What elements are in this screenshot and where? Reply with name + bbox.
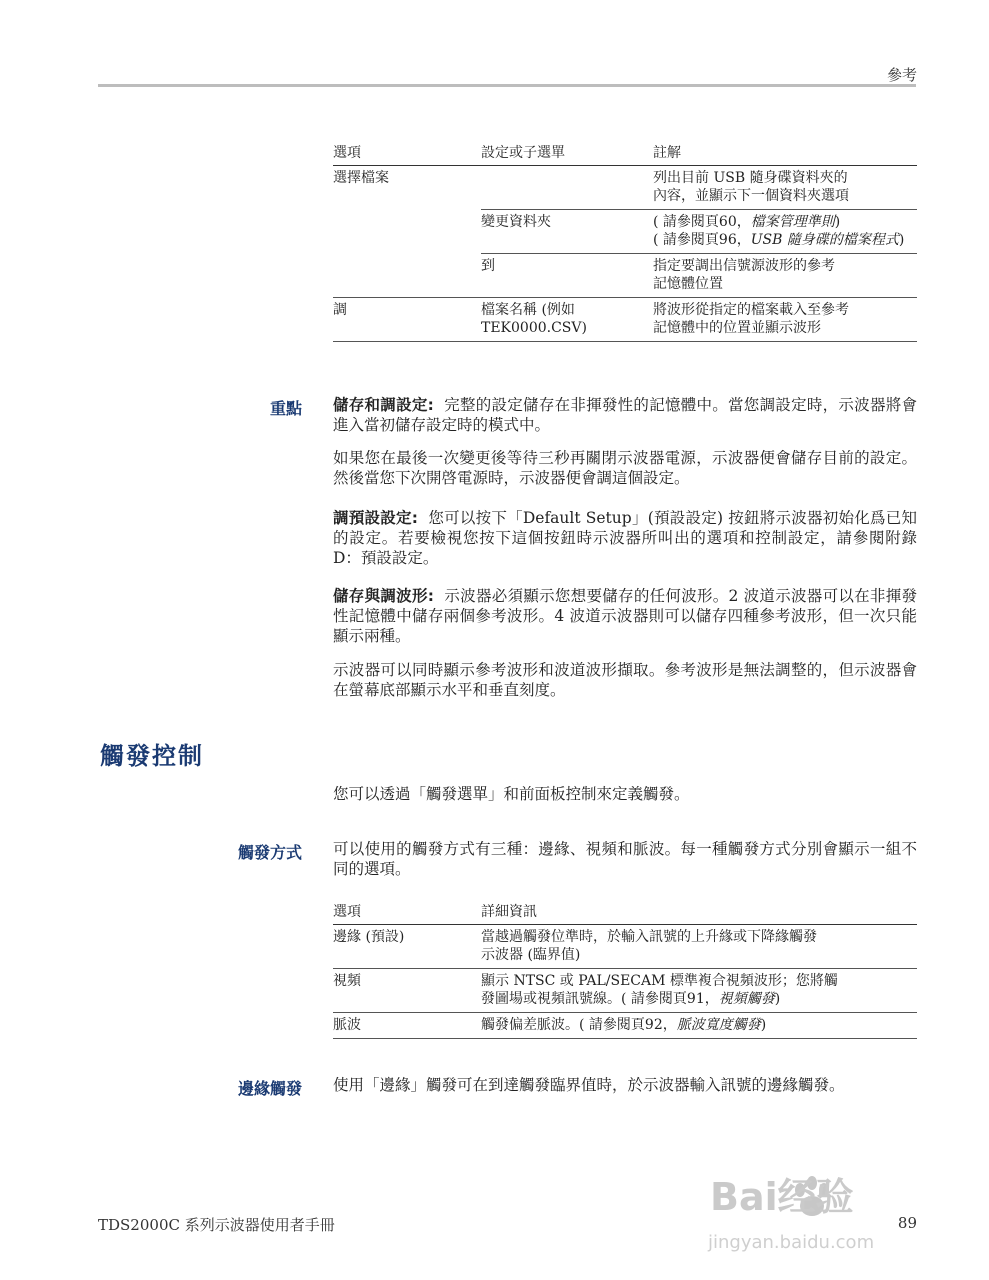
paragraph-lead: 儲存和調設定: xyxy=(333,396,434,414)
important-label: 重點 xyxy=(269,399,302,418)
paragraph-save-recall-waveforms xyxy=(333,586,917,646)
cell-line: 當越過觸發位準時，於輸入訊號的上升緣或下降緣觸發 xyxy=(481,929,817,945)
cross-ref-text: 觸發偏差脈波。( 請參閱頁92， xyxy=(481,1017,677,1033)
cell-line: 記憶體位置 xyxy=(653,276,723,292)
table-cell xyxy=(653,210,917,254)
paragraph-lead: 儲存與調波形: xyxy=(333,587,434,605)
cross-ref-end: ) xyxy=(774,991,781,1007)
table-row xyxy=(333,254,917,298)
cell-line: TEK0000.CSV) xyxy=(481,320,587,336)
footer-manual-title: TDS2000C 系列示波器使用者手冊 xyxy=(98,1216,335,1234)
cell-line: 記憶體中的位置並顯示波形 xyxy=(653,320,821,336)
table-row xyxy=(333,166,917,210)
table-row xyxy=(333,210,917,254)
table-cell: 到 xyxy=(481,254,653,298)
table-header-row xyxy=(333,140,917,166)
table-cell: 脈波 xyxy=(333,1013,481,1039)
page-number: 89 xyxy=(897,1214,917,1232)
table-cell: 調 xyxy=(333,298,481,342)
table-cell xyxy=(653,254,917,298)
cross-ref-text: ( 請參閱頁60， xyxy=(653,214,751,230)
paragraph-save-recall-setup xyxy=(333,395,917,435)
column-header: 選項 xyxy=(333,140,481,166)
table-cell xyxy=(653,298,917,342)
cross-ref-link[interactable]: 視頻觸發 xyxy=(718,991,775,1007)
file-options-table xyxy=(333,140,917,342)
cell-line: 將波形從指定的檔案載入至參考 xyxy=(653,302,849,318)
paragraph-default-setup xyxy=(333,508,917,568)
table-row xyxy=(333,969,917,1013)
cell-line: 顯示 NTSC 或 PAL/SECAM 標準複合視頻波形；您將觸 xyxy=(481,973,838,989)
cell-line: 示波器 (臨界值) xyxy=(481,947,581,963)
paragraph-text: 完整的設定儲存在非揮發性的記憶體中。當您調設定時，示波器將會進入當初儲存設定時的模式中。 xyxy=(333,396,917,434)
trigger-types-table xyxy=(333,899,917,1039)
paragraph-power-off-save: 如果您在最後一次變更後等待三秒再關閉示波器電源，示波器便會儲存目前的設定。然後當您下次開啓電源時，示波器便會調這個設定。 xyxy=(333,449,917,487)
table-cell xyxy=(481,925,917,969)
table-cell xyxy=(653,166,917,210)
cross-ref-text: ( 請參閱頁96， xyxy=(653,232,751,248)
column-header: 詳細資訊 xyxy=(481,899,917,925)
table-cell: 視頻 xyxy=(333,969,481,1013)
paragraph-text: 您可以按下「Default Setup」(預設設定) 按鈕將示波器初始化爲已知的設定。若要檢視您按下這個按鈕時示波器所叫出的選項和控制設定，請參閱附錄 D：預設設定。 xyxy=(333,509,917,567)
paragraph-text: 示波器必須顯示您想要儲存的任何波形。2 波道示波器可以在非揮發性記憶體中儲存兩個參考波形。4 波道示波器則可以儲存四種參考波形，但一次只能顯示兩種。 xyxy=(333,587,918,645)
cross-ref-end: ) xyxy=(834,214,841,230)
cell-line: 列出目前 USB 隨身碟資料夾的 xyxy=(653,170,848,186)
table-cell xyxy=(481,166,653,210)
table-cell: 邊緣 (預設) xyxy=(333,925,481,969)
table-row xyxy=(333,298,917,342)
column-header: 選項 xyxy=(333,899,481,925)
table-cell xyxy=(333,210,481,254)
edge-trigger-text: 使用「邊緣」觸發可在到達觸發臨界值時，於示波器輸入訊號的邊緣觸發。 xyxy=(333,1076,845,1094)
table-cell xyxy=(481,969,917,1013)
running-header: 參考 xyxy=(886,66,917,84)
trigger-types-text: 可以使用的觸發方式有三種：邊緣、視頻和脈波。每一種觸發方式分別會顯示一組不同的選項。 xyxy=(333,840,917,878)
cross-ref-text: 發圖場或視頻訊號線。( 請參閱頁91， xyxy=(481,991,719,1007)
cross-ref-link[interactable]: 脈波寬度觸發 xyxy=(676,1017,761,1033)
cell-line: 檔案名稱 (例如 xyxy=(481,302,575,318)
trigger-intro: 您可以透過「觸發選單」和前面板控制來定義觸發。 xyxy=(333,785,690,803)
table-row xyxy=(333,1013,917,1039)
table-header-row xyxy=(333,899,917,925)
section-title: 觸發控制 xyxy=(100,742,204,770)
trigger-types-label: 觸發方式 xyxy=(237,843,302,862)
table-cell: 選擇檔案 xyxy=(333,170,389,186)
watermark-url: jingyan.baidu.com xyxy=(708,1232,875,1253)
cross-ref-end: ) xyxy=(760,1017,767,1033)
table-cell xyxy=(481,298,653,342)
column-header: 設定或子選單 xyxy=(481,140,653,166)
table-cell xyxy=(333,254,481,298)
watermark-logo xyxy=(700,1150,940,1260)
edge-trigger-label: 邊緣觸發 xyxy=(237,1079,302,1098)
header-rule xyxy=(98,84,916,87)
cross-ref-end: ) xyxy=(898,232,905,248)
cross-ref-link[interactable]: USB 隨身碟的檔案程式 xyxy=(750,232,899,248)
table-row xyxy=(333,925,917,969)
table-cell xyxy=(481,1013,917,1039)
cell-line: 內容，並顯示下一個資料夾選項 xyxy=(653,188,849,204)
cell-line: 指定要調出信號源波形的參考 xyxy=(653,258,835,274)
table-cell: 變更資料夾 xyxy=(481,210,653,254)
column-header: 註解 xyxy=(653,140,917,166)
paragraph-lead: 調預設設定: xyxy=(333,509,418,527)
paragraph-reference-display: 示波器可以同時顯示參考波形和波道波形擷取。參考波形是無法調整的，但示波器會在螢幕底部顯示水平和垂直刻度。 xyxy=(333,661,917,699)
watermark-brand: Bai经验 xyxy=(710,1175,854,1219)
cross-ref-link[interactable]: 檔案管理準則 xyxy=(750,214,835,230)
